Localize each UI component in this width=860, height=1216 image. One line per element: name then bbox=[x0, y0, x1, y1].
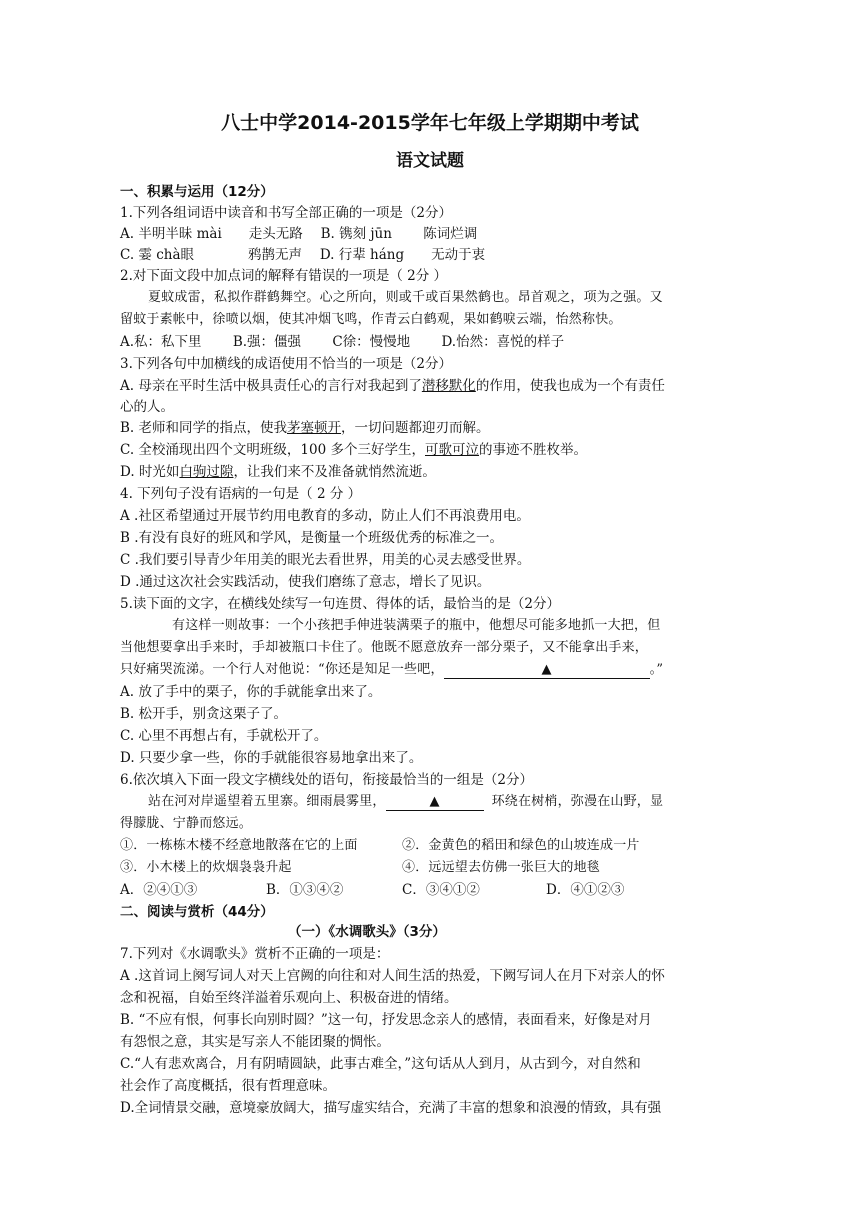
underlined-idiom: 茅塞顿开 bbox=[287, 420, 342, 436]
landscape-passage: 得朦胧、宁静而悠远。 bbox=[120, 816, 253, 831]
option-a-continued: 心的人。 bbox=[120, 399, 174, 415]
option-a: A. 放了手中的栗子，你的手就能拿出来了。 bbox=[120, 684, 382, 700]
option-text: 的作用，使我也成为一个有责任 bbox=[475, 378, 665, 394]
option-text: D. 时光如 bbox=[120, 464, 180, 480]
option-a: A．②④①③ bbox=[120, 882, 198, 898]
option-c: C.“人有悲欢离合，月有阴晴圆缺，此事古难全，”这句话从人到月，从古到今，对自然和 bbox=[120, 1056, 641, 1072]
answer-blank bbox=[444, 662, 650, 679]
option-row: C. 霎 chà眼 鸦鹊无声 D. 行辈 háng 无动于衷 bbox=[120, 247, 486, 263]
question-stem: 7.下列对《水调歌头》赏析不正确的一项是： bbox=[120, 946, 390, 962]
subsection-heading: （一）《水调歌头》（3分） bbox=[288, 924, 446, 940]
option-b bbox=[120, 418, 490, 438]
option-b: B．①③④② bbox=[266, 882, 344, 898]
passage-text: 环绕在树梢，弥漫在山野，显 bbox=[491, 794, 664, 809]
question-stem: 3.下列各句中加横线的成语使用不恰当的一项是（2分） bbox=[120, 356, 452, 372]
sentence-4: ④．远远望去仿佛一张巨大的地毯 bbox=[402, 860, 601, 875]
triangle-marker: ▲ bbox=[541, 662, 552, 677]
option-text: C. 全校涌现出四个文明班级，100 多个三好学生， bbox=[120, 442, 425, 458]
option-d: D. 只要少拿一些，你的手就能很容易地拿出来了。 bbox=[120, 750, 423, 766]
landscape-passage bbox=[148, 792, 663, 812]
option-d bbox=[120, 462, 436, 482]
question-stem: 2.对下面文段中加点词的解释有错误的一项是（ 2分 ） bbox=[120, 268, 448, 284]
passage-text: 。” bbox=[649, 662, 664, 677]
option-c: C．③④①② bbox=[402, 882, 480, 898]
option-b: B .有没有良好的班风和学风，是衡量一个班级优秀的标准之一。 bbox=[120, 530, 504, 546]
option-text: ，让我们来不及准备就悄然流逝。 bbox=[233, 464, 436, 480]
answer-blank bbox=[386, 794, 484, 811]
exam-subtitle: 语文试题 bbox=[396, 151, 464, 171]
option-text: A. 母亲在平时生活中极具责任心的言行对我起到了 bbox=[120, 378, 422, 394]
option-c: C .我们要引导青少年用美的眼光去看世界，用美的心灵去感受世界。 bbox=[120, 552, 531, 568]
exam-title: 八士中学2014-2015学年七年级上学期期中考试 bbox=[221, 112, 639, 134]
option-row: A.私：私下里 B.强：僵强 C徐：慢慢地 D.怡然：喜悦的样子 bbox=[120, 334, 565, 350]
underlined-idiom: 可歌可泣 bbox=[425, 442, 479, 458]
passage-text: 只好痛哭流涕。一个行人对他说：“你还是知足一些吧， bbox=[120, 662, 444, 677]
option-d: D .通过这次社会实践活动，使我们磨练了意志，增长了见识。 bbox=[120, 574, 491, 590]
sentence-2: ②．金黄色的稻田和绿色的山坡连成一片 bbox=[402, 838, 640, 853]
classical-passage: 留蚊于素帐中，徐喷以烟，使其冲烟飞鸣，作青云白鹤观，果如鹤唳云端，怡然称快。 bbox=[120, 312, 622, 327]
sentence-3: ③．小木楼上的炊烟袅袅升起 bbox=[120, 860, 292, 875]
question-stem: 6.依次填入下面一段文字横线处的语句，衔接最恰当的一组是（2分） bbox=[120, 772, 533, 788]
option-a: A .这首词上阕写词人对天上宫阙的向往和对人间生活的热爱，下阙写词人在月下对亲人的怀 bbox=[120, 968, 665, 984]
classical-passage: 夏蚊成雷，私拟作群鹤舞空。心之所向，则或千或百果然鹤也。昂首观之，项为之强。又 bbox=[148, 290, 663, 305]
section-heading: 一、积累与运用（12分） bbox=[120, 184, 274, 200]
section-heading: 二、阅读与赏析（44分） bbox=[120, 904, 274, 920]
passage-text: 站在河对岸遥望着五里寨。细雨晨雾里， bbox=[148, 794, 386, 809]
story-passage bbox=[120, 660, 663, 680]
triangle-marker: ▲ bbox=[429, 794, 440, 809]
question-stem: 1.下列各组词语中读音和书写全部正确的一项是（2分） bbox=[120, 205, 452, 221]
option-b: B. 松开手，别贪这栗子了。 bbox=[120, 706, 288, 722]
underlined-idiom: 白驹过隙 bbox=[179, 464, 234, 480]
option-b: B. “不应有恨，何事长向别时圆？”这一句，抒发思念亲人的感情，表面看来，好像是对月 bbox=[120, 1012, 652, 1028]
option-a bbox=[120, 376, 665, 396]
option-row: A. 半明半昧 mài 走头无路 B. 镌刻 jūn 陈词烂调 bbox=[120, 226, 478, 242]
option-text: B. 老师和同学的指点，使我 bbox=[120, 420, 288, 436]
option-text: ，一切问题都迎刃而解。 bbox=[341, 420, 490, 436]
story-passage: 有这样一则故事：一个小孩把手伸进装满栗子的瓶中，他想尽可能多地抓一大把，但 bbox=[172, 618, 661, 633]
question-stem: 4. 下列句子没有语病的一句是（ 2 分 ） bbox=[120, 486, 362, 502]
option-d: D．④①②③ bbox=[546, 882, 625, 898]
sentence-1: ①．一栋栋木楼不经意地散落在它的上面 bbox=[120, 838, 358, 853]
question-stem: 5.读下面的文字，在横线处续写一句连贯、得体的话，最恰当的是（2分） bbox=[120, 596, 560, 612]
option-c: C. 心里不再想占有，手就松开了。 bbox=[120, 728, 328, 744]
story-passage: 当他想要拿出手来时，手却被瓶口卡住了。他既不愿意放弃一部分栗子，又不能拿出手来， bbox=[120, 640, 649, 655]
option-c bbox=[120, 440, 587, 460]
option-text: 的事迹不胜枚举。 bbox=[479, 442, 587, 458]
option-a: A .社区希望通过开展节约用电教育的多动，防止人们不再浪费用电。 bbox=[120, 508, 530, 524]
option-b-continued: 有怨恨之意，其实是写亲人不能团聚的惆怅。 bbox=[120, 1034, 390, 1050]
option-a-continued: 念和祝福，自始至终洋溢着乐观向上、积极奋进的情绪。 bbox=[120, 990, 458, 1006]
option-d: D.全词情景交融，意境豪放阔大，描写虚实结合，充满了丰富的想象和浪漫的情致，具有强 bbox=[120, 1100, 662, 1116]
underlined-idiom: 潜移默化 bbox=[421, 378, 476, 394]
option-c-continued: 社会作了高度概括，很有哲理意味。 bbox=[120, 1078, 336, 1094]
